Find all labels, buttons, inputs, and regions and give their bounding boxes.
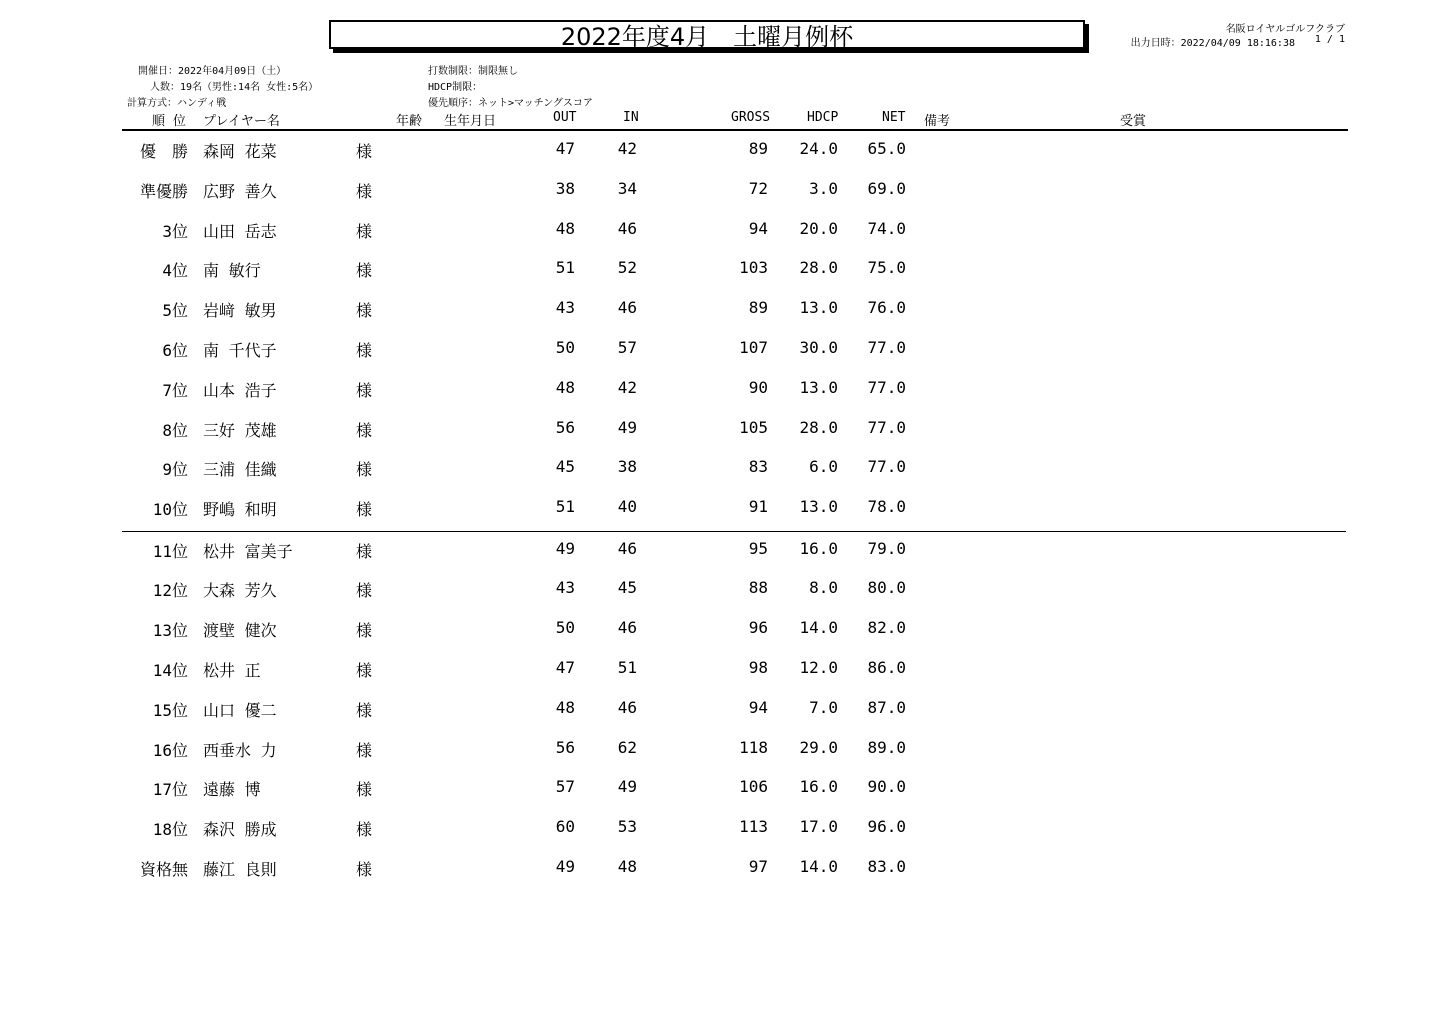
player-name: 三好 茂雄 — [203, 420, 277, 440]
net-score: 83.0 — [867, 856, 906, 876]
header-award: 受賞 — [1120, 114, 1147, 129]
honorific: 様 — [356, 780, 373, 800]
net-score: 75.0 — [867, 258, 906, 278]
net-score: 80.0 — [867, 578, 906, 598]
honorific: 様 — [356, 820, 373, 840]
player-name: 松井 正 — [203, 660, 261, 680]
gross-score: 103 — [739, 258, 768, 278]
honorific: 様 — [356, 261, 373, 281]
in-score: 40 — [617, 497, 637, 517]
rank-cell: 14位 — [152, 660, 188, 680]
gross-score: 91 — [748, 497, 768, 517]
player-name: 森沢 勝成 — [203, 820, 277, 840]
net-score: 65.0 — [867, 139, 906, 158]
hdcp-value: 12.0 — [799, 657, 838, 677]
rank-cell: 5位 — [162, 301, 188, 321]
hdcp-value: 28.0 — [799, 258, 838, 278]
hdcp-value: 20.0 — [799, 218, 838, 238]
player-name: 渡壁 健次 — [203, 621, 277, 641]
rank-cell: 16位 — [152, 740, 188, 760]
out-score: 43 — [555, 298, 575, 318]
net-score: 79.0 — [867, 538, 906, 558]
rank-cell: 準優勝 — [139, 181, 188, 201]
hdcp-value: 8.0 — [809, 578, 838, 598]
player-name: 遠藤 博 — [203, 780, 261, 800]
honorific: 様 — [356, 221, 373, 241]
out-score: 51 — [555, 258, 575, 278]
out-score: 51 — [555, 497, 575, 517]
out-score: 57 — [555, 777, 575, 797]
in-score: 46 — [617, 538, 637, 558]
gross-score: 94 — [748, 697, 768, 717]
in-score: 42 — [617, 377, 637, 397]
honorific: 様 — [356, 660, 373, 680]
hdcp-value: 16.0 — [799, 538, 838, 558]
header-in: IN — [623, 110, 639, 125]
gross-score: 107 — [739, 338, 768, 357]
rank-cell: 4位 — [162, 261, 188, 281]
header-out: OUT — [553, 110, 577, 125]
honorific: 様 — [356, 621, 373, 641]
net-score: 69.0 — [867, 178, 906, 198]
net-score: 77.0 — [867, 338, 906, 357]
out-score: 45 — [555, 457, 575, 477]
player-name: 大森 芳久 — [203, 581, 277, 601]
honorific: 様 — [356, 541, 373, 561]
gross-score: 105 — [739, 417, 768, 437]
gross-score: 90 — [748, 377, 768, 397]
hdcp-value: 13.0 — [799, 298, 838, 318]
honorific: 様 — [356, 181, 373, 201]
player-name: 南 千代子 — [203, 341, 277, 360]
rank-cell: 資格無 — [139, 859, 188, 879]
gross-score: 83 — [748, 457, 768, 477]
club-name: 名阪ロイヤルゴルフクラブ — [1225, 24, 1345, 35]
net-score: 96.0 — [867, 817, 906, 837]
header-remarks: 備考 — [924, 114, 951, 129]
gross-score: 106 — [739, 777, 768, 797]
header-divider — [122, 129, 1348, 131]
in-score: 46 — [617, 298, 637, 318]
player-name: 藤江 良則 — [203, 859, 277, 879]
hdcp-value: 28.0 — [799, 417, 838, 437]
player-name: 広野 善久 — [203, 181, 277, 201]
gross-score: 113 — [739, 817, 768, 837]
header-net: NET — [882, 110, 906, 125]
in-score: 42 — [617, 139, 637, 158]
hdcp-value: 29.0 — [799, 737, 838, 757]
rank-cell: 10位 — [152, 500, 188, 520]
rank-cell: 12位 — [152, 581, 188, 601]
header-gross: GROSS — [731, 110, 771, 125]
in-score: 45 — [617, 578, 637, 598]
net-score: 87.0 — [867, 697, 906, 717]
out-score: 43 — [555, 578, 575, 598]
rank-cell: 6位 — [162, 341, 188, 360]
meta-priority: 優先順序：ネット>マッチングスコア — [428, 98, 593, 109]
gross-score: 96 — [748, 618, 768, 638]
in-score: 38 — [617, 457, 637, 477]
hdcp-value: 30.0 — [799, 338, 838, 357]
player-name: 岩﨑 敏男 — [203, 301, 277, 321]
gross-score: 88 — [748, 578, 768, 598]
hdcp-value: 14.0 — [799, 618, 838, 638]
out-score: 47 — [555, 657, 575, 677]
meta-date: 開催日：2022年04月09日（土） — [138, 66, 287, 77]
honorific: 様 — [356, 142, 373, 161]
hdcp-value: 24.0 — [799, 139, 838, 158]
output-datetime: 出力日時：2022/04/09 18:16:38 — [1130, 38, 1295, 49]
honorific: 様 — [356, 700, 373, 720]
meta-players: 人数：19名（男性:14名 女性:5名） — [150, 82, 319, 93]
in-score: 48 — [617, 856, 637, 876]
rank-cell: 13位 — [152, 621, 188, 641]
hdcp-value: 6.0 — [809, 457, 838, 477]
header-rank: 順 位 — [152, 114, 186, 129]
net-score: 74.0 — [867, 218, 906, 238]
out-score: 47 — [555, 139, 575, 158]
header-player: プレイヤー名 — [203, 114, 280, 129]
hdcp-value: 7.0 — [809, 697, 838, 717]
out-score: 50 — [555, 338, 575, 357]
net-score: 82.0 — [867, 618, 906, 638]
hdcp-value: 14.0 — [799, 856, 838, 876]
out-score: 48 — [555, 218, 575, 238]
gross-score: 95 — [748, 538, 768, 558]
hdcp-value: 13.0 — [799, 377, 838, 397]
net-score: 76.0 — [867, 298, 906, 318]
honorific: 様 — [356, 460, 373, 480]
hdcp-value: 16.0 — [799, 777, 838, 797]
player-name: 三浦 佳織 — [203, 460, 277, 480]
in-score: 62 — [617, 737, 637, 757]
rank-cell: 8位 — [162, 420, 188, 440]
gross-score: 72 — [748, 178, 768, 198]
in-score: 46 — [617, 697, 637, 717]
player-name: 山本 浩子 — [203, 380, 277, 400]
gross-score: 94 — [748, 218, 768, 238]
net-score: 78.0 — [867, 497, 906, 517]
in-score: 52 — [617, 258, 637, 278]
player-name: 山田 岳志 — [203, 221, 277, 241]
in-score: 51 — [617, 657, 637, 677]
player-name: 森岡 花菜 — [203, 142, 277, 161]
honorific: 様 — [356, 380, 373, 400]
honorific: 様 — [356, 500, 373, 520]
in-score: 49 — [617, 777, 637, 797]
player-name: 松井 富美子 — [203, 541, 293, 561]
out-score: 56 — [555, 417, 575, 437]
out-score: 50 — [555, 618, 575, 638]
meta-hdcp-limit: HDCP制限： — [428, 82, 483, 93]
in-score: 34 — [617, 178, 637, 198]
rank-cell: 15位 — [152, 700, 188, 720]
in-score: 49 — [617, 417, 637, 437]
rank-cell: 11位 — [152, 541, 188, 561]
player-name: 西垂水 力 — [203, 740, 277, 760]
hdcp-value: 3.0 — [809, 178, 838, 198]
in-score: 57 — [617, 338, 637, 357]
out-score: 48 — [555, 377, 575, 397]
honorific: 様 — [356, 859, 373, 879]
honorific: 様 — [356, 581, 373, 601]
meta-stroke-limit: 打数制限：制限無し — [428, 66, 518, 77]
out-score: 60 — [555, 817, 575, 837]
player-name: 山口 優二 — [203, 700, 277, 720]
gross-score: 89 — [748, 298, 768, 318]
top10-divider — [122, 531, 1346, 532]
meta-calc-method: 計算方式：ハンディ戦 — [127, 98, 227, 109]
net-score: 90.0 — [867, 777, 906, 797]
honorific: 様 — [356, 740, 373, 760]
net-score: 86.0 — [867, 657, 906, 677]
net-score: 77.0 — [867, 457, 906, 477]
rank-cell: 7位 — [162, 380, 188, 400]
in-score: 46 — [617, 618, 637, 638]
net-score: 77.0 — [867, 417, 906, 437]
gross-score: 97 — [748, 856, 768, 876]
hdcp-value: 17.0 — [799, 817, 838, 837]
out-score: 38 — [555, 178, 575, 198]
hdcp-value: 13.0 — [799, 497, 838, 517]
honorific: 様 — [356, 301, 373, 321]
out-score: 49 — [555, 856, 575, 876]
honorific: 様 — [356, 420, 373, 440]
rank-cell: 3位 — [162, 221, 188, 241]
in-score: 53 — [617, 817, 637, 837]
rank-cell: 18位 — [152, 820, 188, 840]
header-hdcp: HDCP — [807, 110, 839, 125]
in-score: 46 — [617, 218, 637, 238]
header-birthdate: 生年月日 — [444, 114, 497, 129]
page-title: 2022年度4月 土曜月例杯 — [329, 20, 1085, 49]
rank-cell: 17位 — [152, 780, 188, 800]
net-score: 89.0 — [867, 737, 906, 757]
player-name: 野嶋 和明 — [203, 500, 277, 520]
out-score: 48 — [555, 697, 575, 717]
out-score: 49 — [555, 538, 575, 558]
gross-score: 89 — [748, 139, 768, 158]
net-score: 77.0 — [867, 377, 906, 397]
rank-cell: 9位 — [162, 460, 188, 480]
header-age: 年齢 — [396, 114, 423, 129]
out-score: 56 — [555, 737, 575, 757]
player-name: 南 敏行 — [203, 261, 261, 281]
page-indicator: 1 / 1 — [1314, 34, 1345, 45]
gross-score: 118 — [739, 737, 768, 757]
gross-score: 98 — [748, 657, 768, 677]
honorific: 様 — [356, 341, 373, 360]
rank-cell: 優 勝 — [139, 142, 188, 161]
